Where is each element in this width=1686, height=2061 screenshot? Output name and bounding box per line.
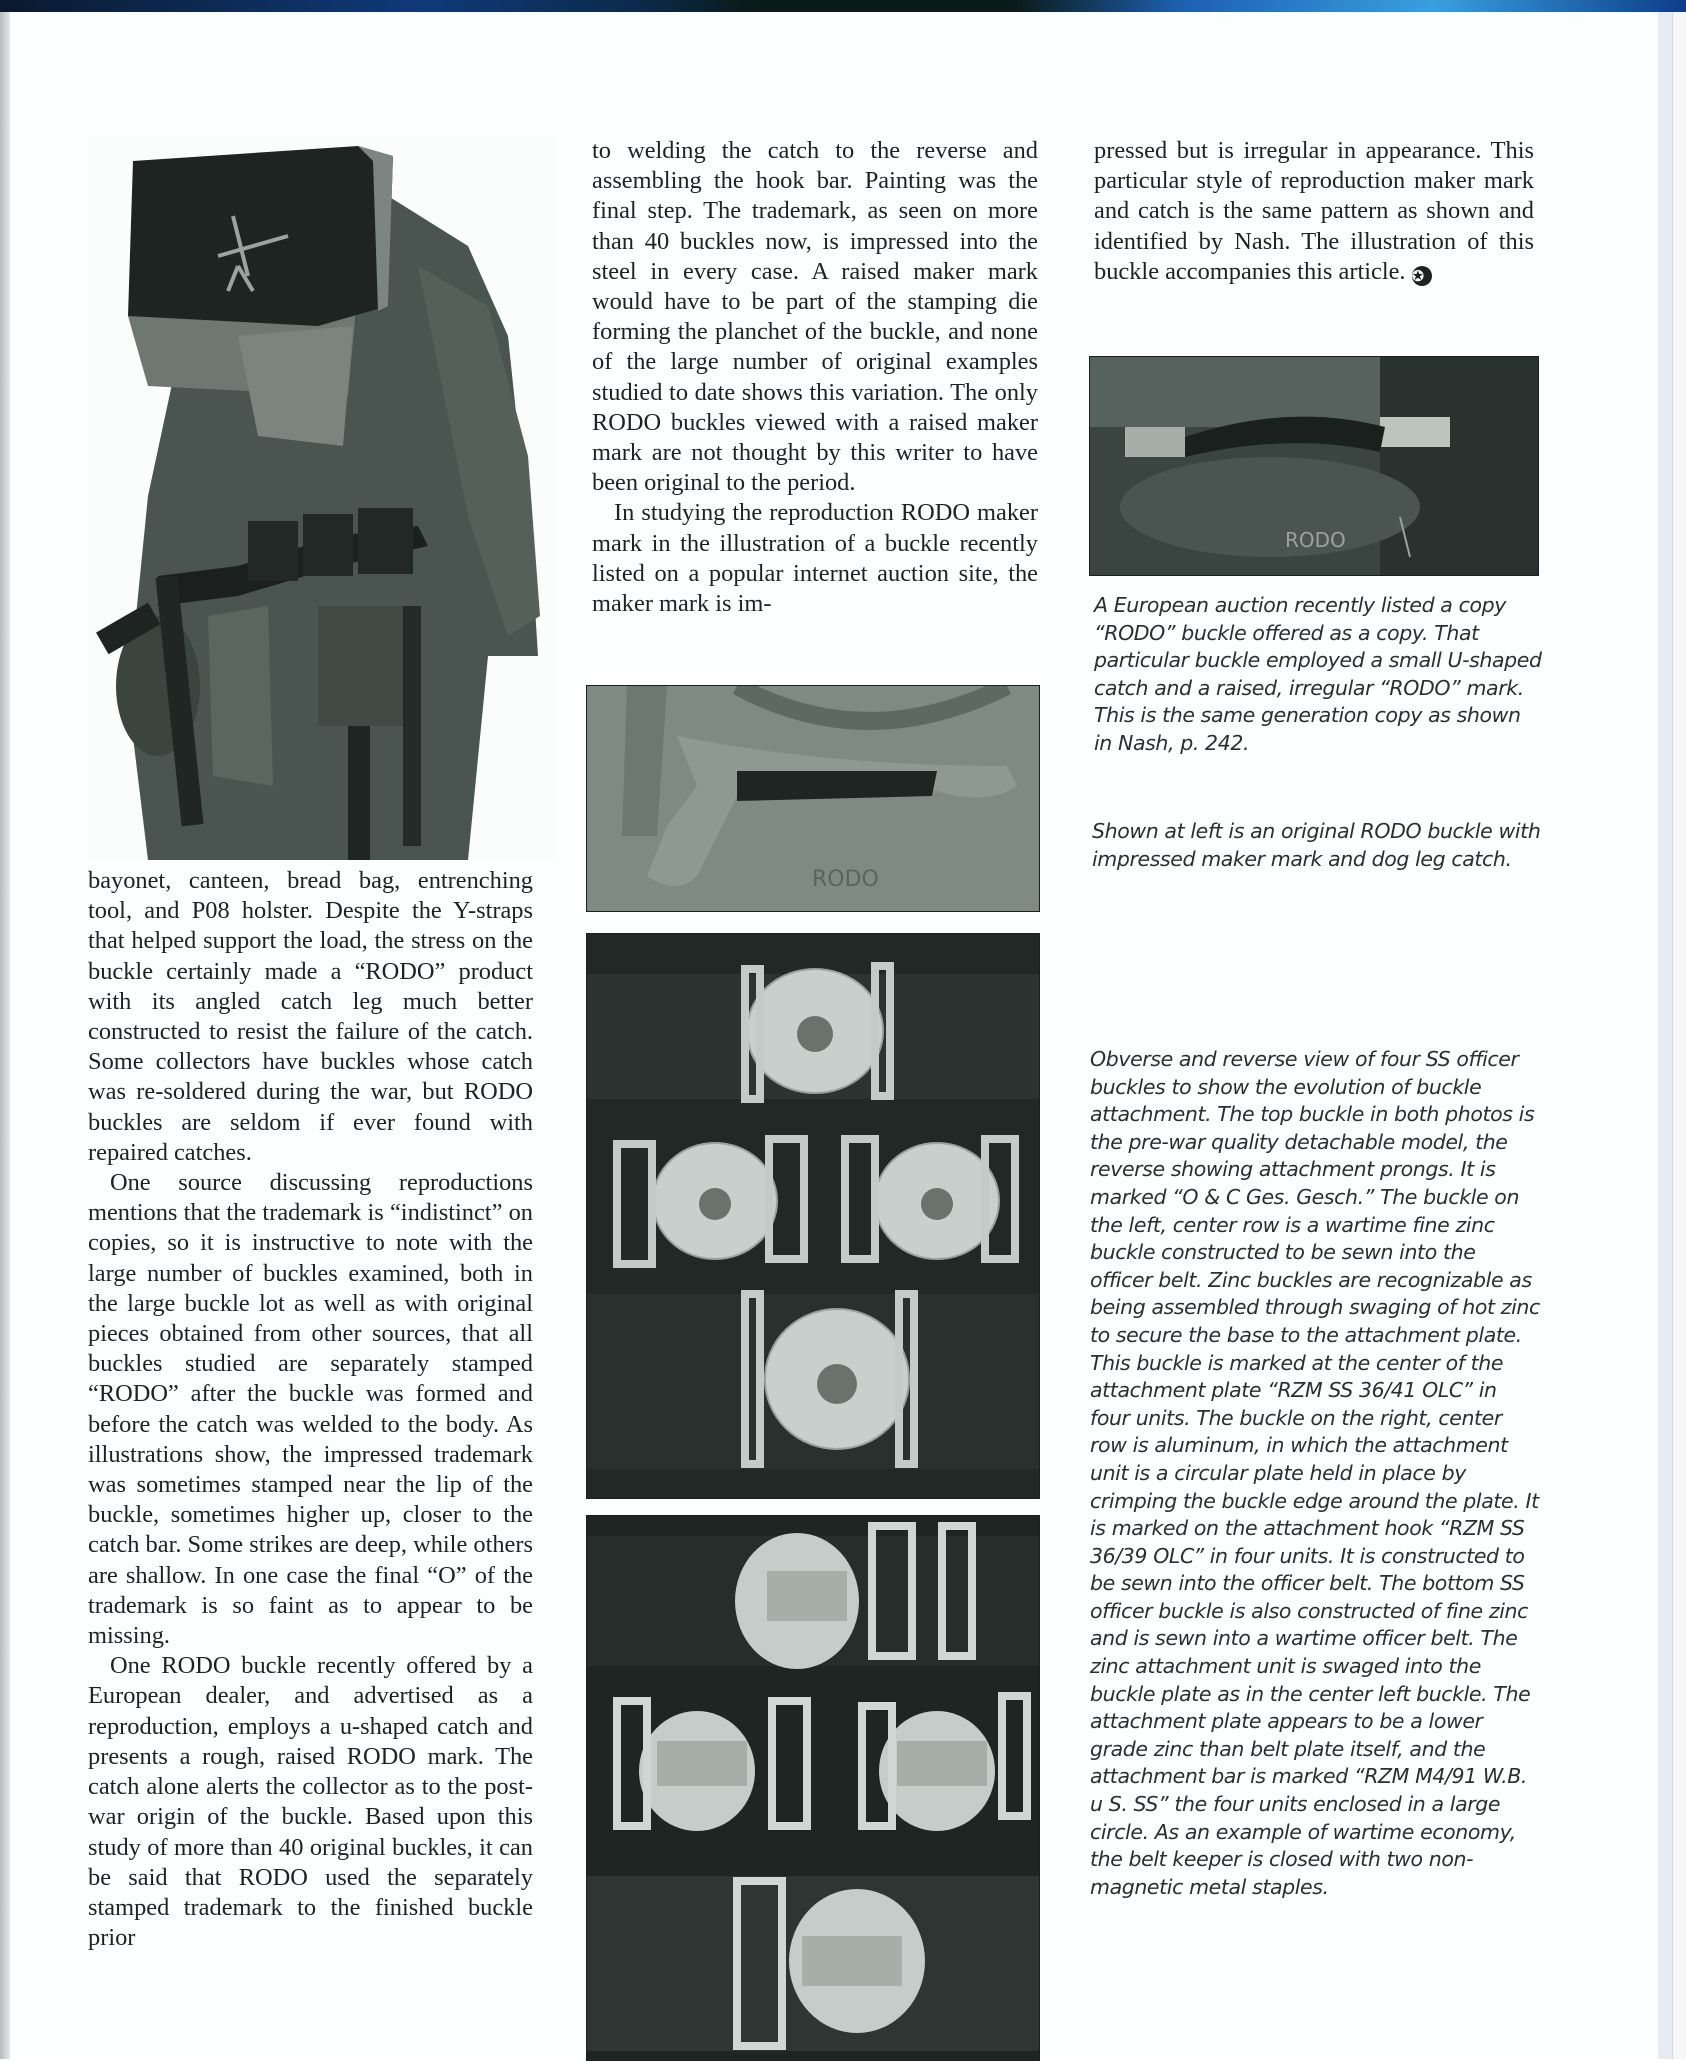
page-left-edge xyxy=(0,12,10,2059)
page-right-edge xyxy=(1672,12,1686,2059)
caption-copy-buckle: A European auction recently listed a copy “RODO” buckle offered as a copy. That particular buckle employed a small U-shaped catch and a raised, irregular “RODO” mark. This is the same generation copy as shown in Nash, p. 242. xyxy=(1094,593,1542,755)
paragraph: One RODO buckle recently offered by a European dealer, and advertised as a reproduction, employs a u-shaped catch and presents a rough, raised RODO mark. The catch alone alerts the collector as to the post-war origin of the buckle. Based upon this study of more than 40 original buckles, it can be said that RODO used the separately stamped trademark to the finished buckle prior xyxy=(88,1652,533,1952)
reverse-illustration xyxy=(587,1516,1039,2060)
paragraph: One source discussing reproductions mentions that the trademark is “indistinct” on copies, so it is instructive to note with the large number of buckles examined, both in the large buckle lot as well as with original pieces obtained from other sources, that all buckles studied are separately stamped “RODO” after the buckle was formed and before the catch was welded to the body. As illustrations show, the impressed trademark was sometimes stamped near the lip of the buckle, sometimes higher up, closer to the catch bar. Some strikes are deep, while others are shallow. In one case the final “O” of the trademark is so faint as to appear to be missing. xyxy=(88,1169,533,1650)
buckles-obverse-photo xyxy=(586,933,1040,1499)
page-right-margin-strip xyxy=(1658,12,1672,2059)
article-column-left xyxy=(88,866,533,1953)
caption-original-buckle: Shown at left is an original RODO buckle with impressed maker mark and dog leg catch. xyxy=(1092,819,1541,871)
buckles-reverse-photo xyxy=(586,1515,1040,2061)
caption-four-buckles: Obverse and reverse view of four SS officer buckles to show the evolution of buckle attachment. The top buckle in both photos is the pre-war quality detachable model, the reverse showing attachment prongs. It is marked “O & C Ges. Gesch.” The buckle on the left, center row is a wartime fine zinc buckle constructed to be sewn into the officer belt. Zinc buckles are recognizable as being assembled through swaging of hot zinc to secure the base to the attachment plate. This buckle is marked at the center of the attachment plate “RZM SS 36/41 OLC” in four units. The buckle on the right, center row is aluminum, in which the attachment unit is a circular plate held in place by crimping the buckle edge around the plate. It is marked on the attachment hook “RZM SS 36/39 OLC” in four units. It is constructed to be sewn into the officer belt. The bottom SS officer buckle is also constructed of fine zinc and is sewn into a wartime officer belt. The zinc attachment unit is swaged into the buckle plate as in the center left buckle. The attachment plate appears to be a lower grade zinc than belt plate itself, and the attachment bar is marked “RZM M4/91 W.B. u S. SS” the four units enclosed in a large circle. As an example of wartime economy, the belt keeper is closed with two non-magnetic metal staples. xyxy=(1090,1047,1540,1899)
article-column-middle xyxy=(592,136,1038,619)
paragraph: to welding the catch to the reverse and assembling the hook bar. Painting was the final step. The trademark, as seen on more than 40 buckles now, is impressed into the steel in every case. A raised maker mark would have to be part of the stamping die forming the planchet of the buckle, and none of the large number of original examples studied to date shows this variation. The only RODO buckles viewed with a raised maker mark are not thought by this writer to have been original to the period. xyxy=(592,137,1038,497)
copy-catch-illustration xyxy=(1090,357,1538,575)
rodo-mark: RODO xyxy=(812,867,879,892)
copy-rodo-catch-photo xyxy=(1089,356,1539,576)
article-column-right xyxy=(1094,136,1534,287)
paragraph: bayonet, canteen, bread bag, entrenching tool, and P08 holster. Despite the Y-straps that helped support the load, the stress on the buckle certainly made a “RODO” product with its angled catch leg much better constructed to resist the failure of the catch. Some collectors have buckles whose catch was re-soldered during the war, but RODO buckles are seldom if ever found with repaired catches. xyxy=(88,867,533,1166)
original-catch-illustration xyxy=(587,686,1039,911)
original-rodo-catch-photo xyxy=(586,685,1040,912)
obverse-illustration xyxy=(587,934,1039,1498)
end-of-article-star-icon: ✪ xyxy=(1412,266,1432,286)
magazine-top-color-bar xyxy=(0,0,1686,12)
uniform-photo xyxy=(88,136,556,860)
paragraph: pressed but is irregular in appearance. This particular style of reproduction maker mark and catch is the same pattern as shown and identified by Nash. The illustration of this buckle accompanies this article. xyxy=(1094,137,1534,285)
paragraph: In studying the reproduction RODO maker mark in the illustration of a buckle recently listed on a popular internet auction site, the maker mark is im- xyxy=(592,499,1038,618)
uniform-illustration xyxy=(88,136,556,860)
rodo-mark: RODO xyxy=(1285,528,1346,552)
